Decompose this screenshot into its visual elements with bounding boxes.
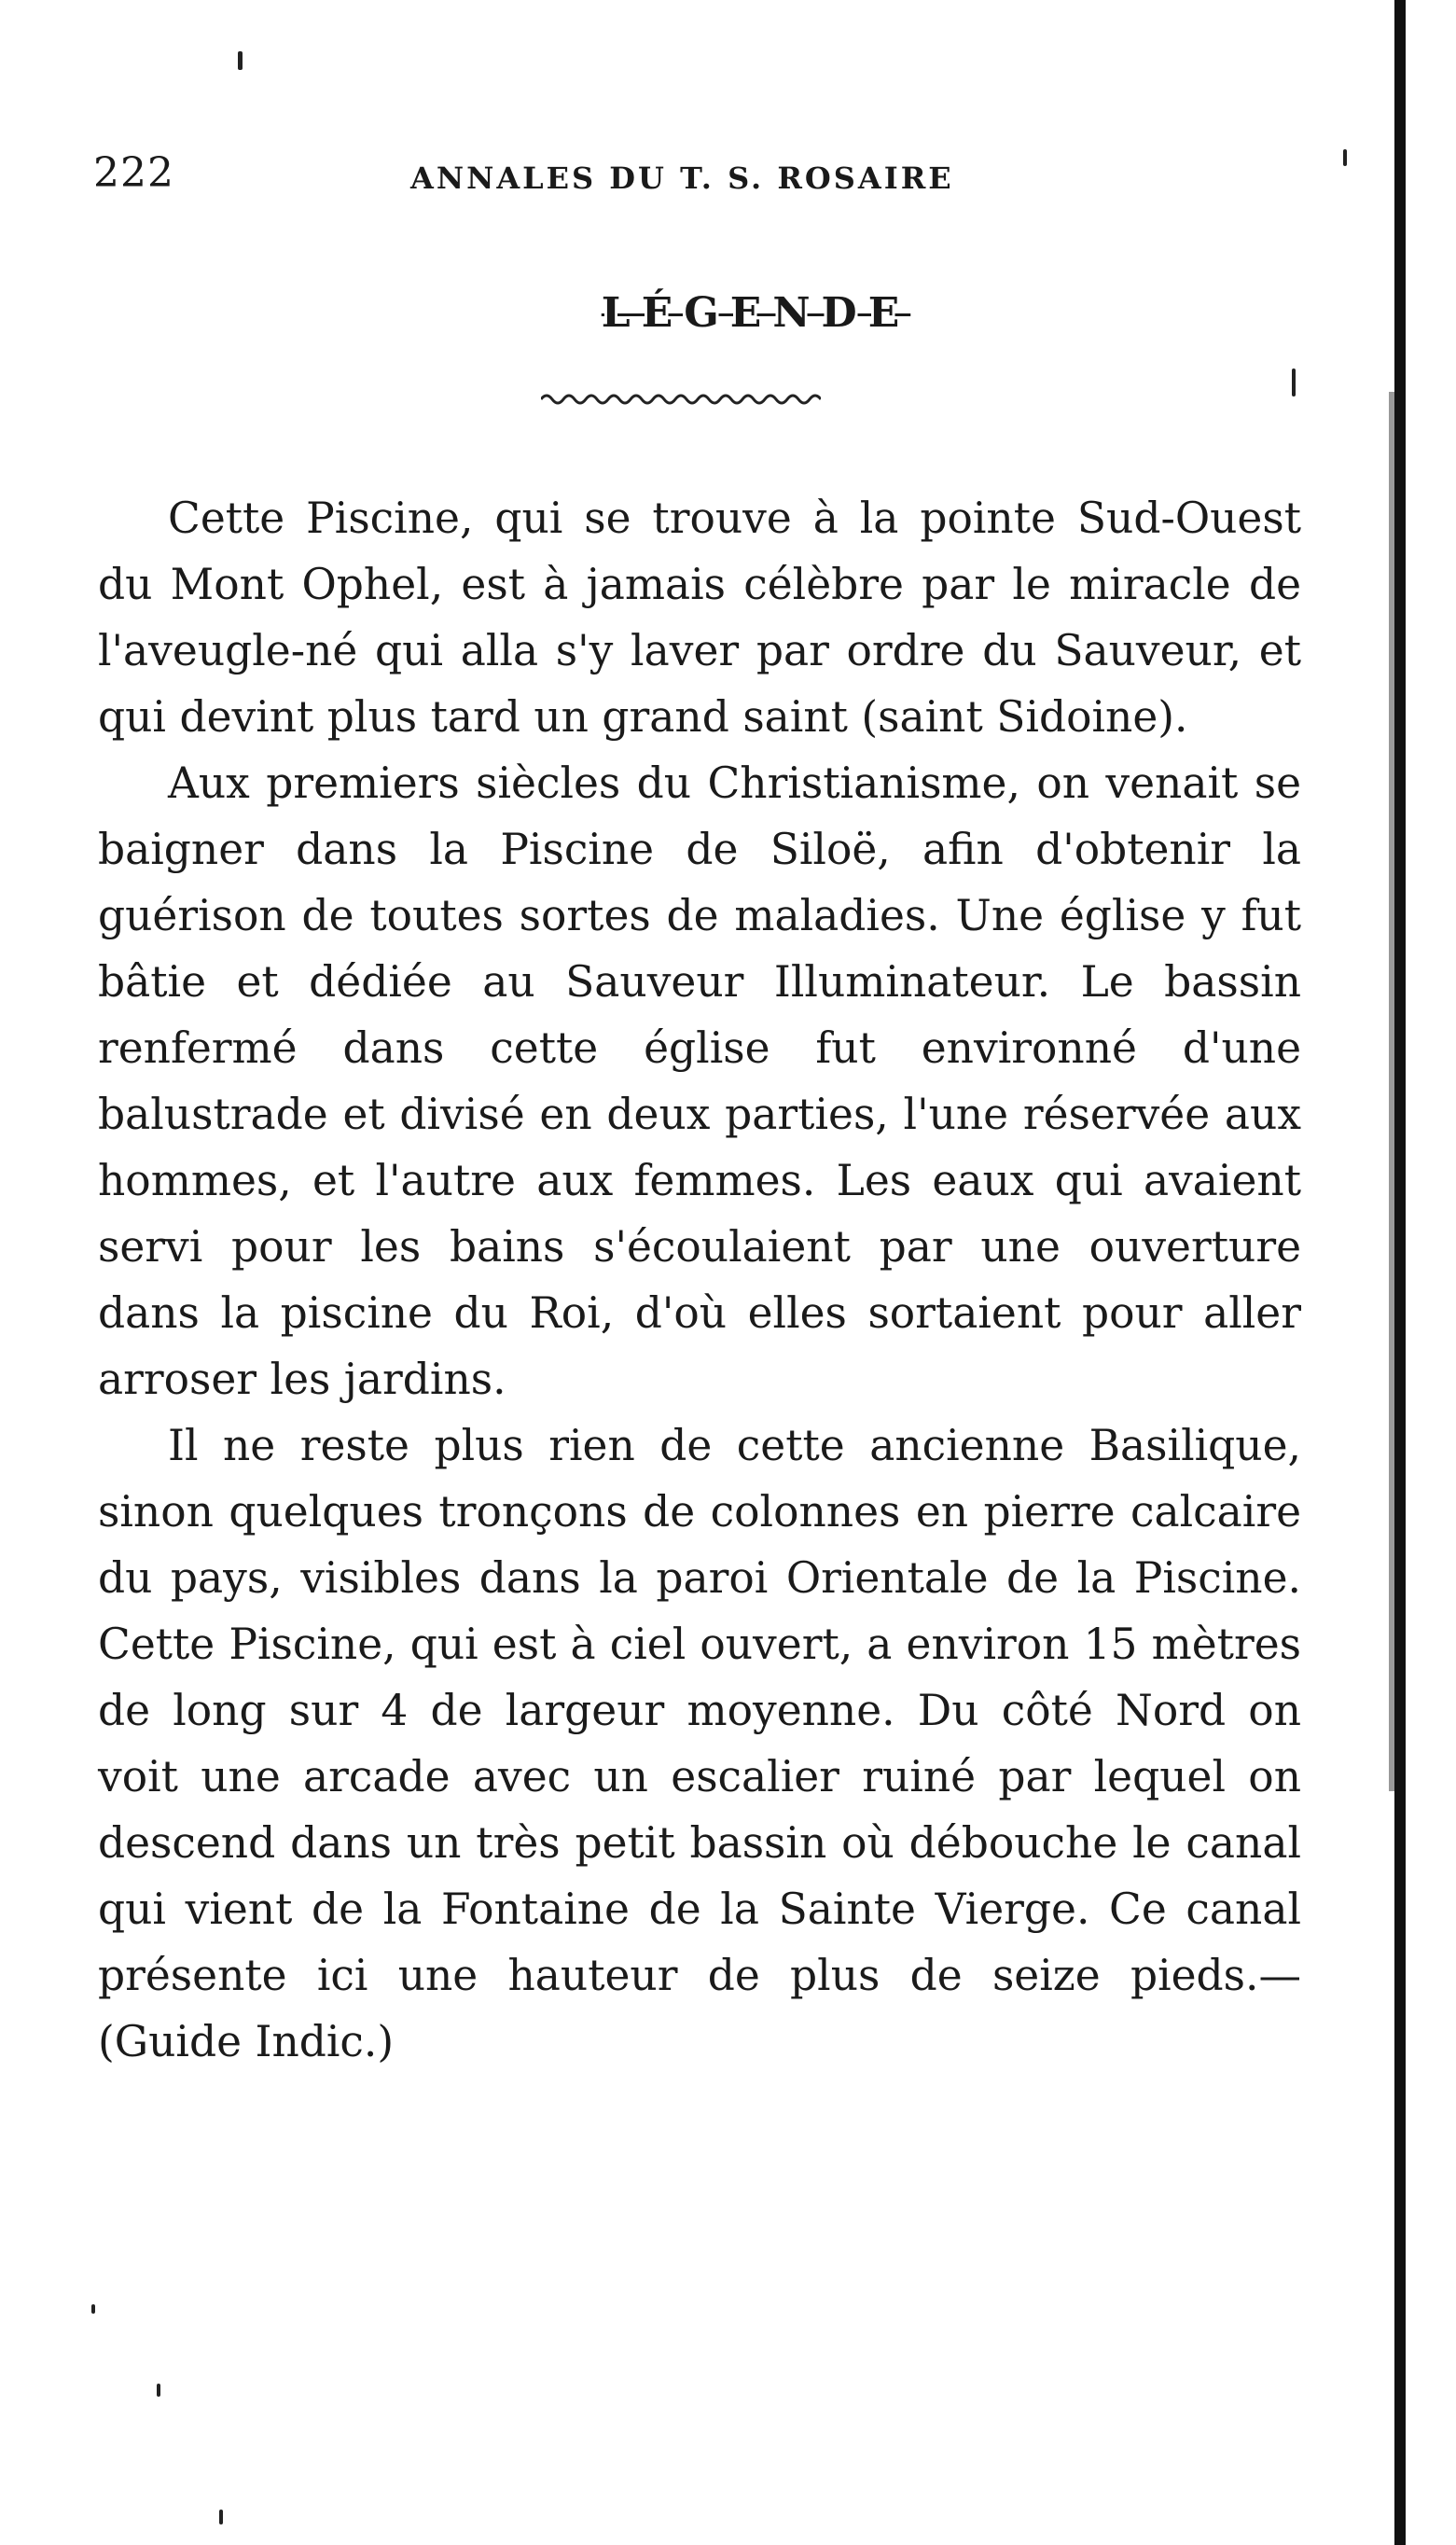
body-text bbox=[98, 485, 1301, 2075]
paragraph: Il ne reste plus rien de cette ancienne Basilique, sinon quelques tronçons de colonnes en pierre calcaire du pays, visibles dans la paroi Orientale de la Piscine. Cette Piscine, qui est à ciel ouvert, a environ 15 mètres de long sur 4 de largeur moyenne. Du côté Nord on voit une arcade avec un escalier ruiné par lequel on descend dans un très petit bassin où débouche le canal qui vient de la Fontaine de la Sainte Vierge. Ce canal présente ici une hauteur de plus de seize pieds.—(Guide Indic.) bbox=[98, 1421, 1301, 2066]
scan-speck bbox=[219, 2510, 223, 2524]
scan-speck bbox=[1343, 149, 1347, 166]
paragraph: Aux premiers siècles du Christianisme, on venait se baigner dans la Piscine de Siloë, afin d'obtenir la guérison de toutes sortes de maladies. Une église y fut bâtie et dédiée au Sauveur Illuminateur. Le bassin renfermé dans cette église fut environné d'une balustrade et divisé en deux parties, l'une réservée aux hommes, et l'autre aux femmes. Les eaux qui avaient servi pour les bains s'écoulaient par une ouverture dans la piscine du Roi, d'où elles sortaient pour aller arroser les jardins. bbox=[98, 758, 1301, 1404]
scan-speck bbox=[157, 2384, 160, 2397]
scan-speck bbox=[91, 2304, 95, 2314]
page-edge-shadow bbox=[1389, 0, 1411, 2545]
ornament-divider bbox=[541, 390, 821, 409]
running-head: ANNALES DU T. S. ROSAIRE bbox=[410, 160, 954, 196]
scan-speck bbox=[1292, 369, 1296, 396]
page-header bbox=[93, 149, 1026, 215]
page-number: 222 bbox=[93, 149, 174, 197]
paragraph: Cette Piscine, qui se trouve à la pointe Sud-Ouest du Mont Ophel, est à jamais célèbre par le miracle de l'aveugle-né qui alla s'y laver par ordre du Sauveur, et qui devint plus tard un grand saint (saint Sidoine). bbox=[98, 494, 1301, 742]
scan-speck bbox=[238, 51, 243, 70]
section-title: LÉGENDE bbox=[601, 289, 911, 337]
